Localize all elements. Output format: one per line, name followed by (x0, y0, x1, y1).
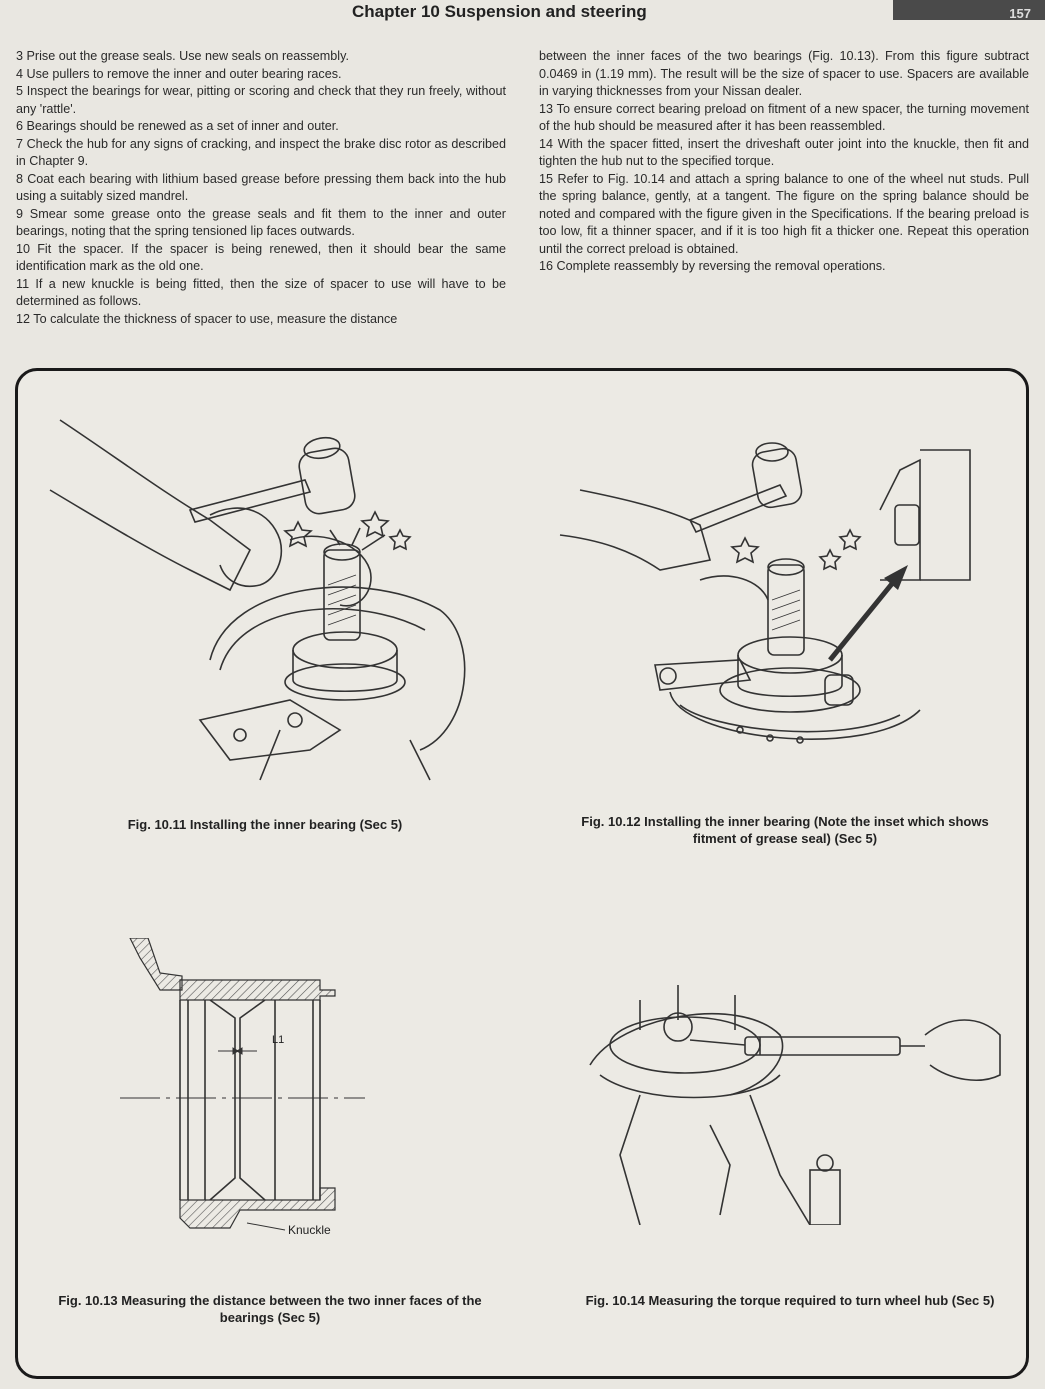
fig-10-11-illustration (40, 400, 510, 800)
paragraph-12-cont: between the inner faces of the two bearings (Fig. 10.13). From this figure subtract 0.0469 in (1.19 mm). The result will be the size of spacer to use. Spacers are available in varying thicknesses from your Nissan dealer. (539, 49, 1029, 98)
paragraph-14: 14 With the spacer fitted, insert the driveshaft outer joint into the knuckle, then fit and tighten the hub nut to the specified torque. (539, 136, 1029, 168)
paragraph-6: 6 Bearings should be renewed as a set of inner and outer. (16, 119, 339, 133)
paragraph-9: 9 Smear some grease onto the grease seals and fit them to the inner and outer bearings, noting that the spring tensioned lip faces outwards. (16, 206, 506, 238)
fig-10-12-caption: Fig. 10.12 Installing the inner bearing (Note the inset which shows fitment of grease seal) (Sec 5) (581, 814, 989, 846)
fig-10-12-illustration (540, 430, 1010, 810)
chapter-title: Chapter 10 Suspension and steering (352, 2, 647, 21)
fig-10-14-illustration (580, 975, 1010, 1225)
paragraph-16: 16 Complete reassembly by reversing the removal operations. (539, 259, 886, 273)
paragraph-7: 7 Check the hub for any signs of cracking, and inspect the brake disc rotor as described in Chapter 9. (16, 136, 506, 168)
page-number: 157 (893, 0, 1045, 20)
paragraph-5: 5 Inspect the bearings for wear, pitting or scoring and check that they run freely, without any 'rattle'. (16, 84, 506, 116)
fig-10-11-caption: Fig. 10.11 Installing the inner bearing (Sec 5) (127, 817, 403, 832)
fig-10-13-caption: Fig. 10.13 Measuring the distance between the two inner faces of the bearings (Sec 5) (58, 1293, 482, 1325)
paragraph-13: 13 To ensure correct bearing preload on fitment of a new spacer, the turning movement of the hub should be measured after it has been reassembled. (539, 101, 1029, 133)
right-text-column (539, 48, 1029, 276)
paragraph-3: 3 Prise out the grease seals. Use new seals on reassembly. (16, 49, 349, 63)
paragraph-4: 4 Use pullers to remove the inner and outer bearing races. (16, 66, 342, 81)
left-text-column (16, 48, 506, 328)
paragraph-11: 11 If a new knuckle is being fitted, then the size of spacer to use will have to be determined as follows. (16, 276, 506, 308)
knuckle-label: Knuckle (288, 1223, 331, 1237)
paragraph-8: 8 Coat each bearing with lithium based grease before pressing them back into the hub using a suitably sized mandrel. (16, 171, 506, 203)
fig-10-14-caption: Fig. 10.14 Measuring the torque required to turn wheel hub (Sec 5) (585, 1293, 995, 1308)
paragraph-12: 12 To calculate the thickness of spacer to use, measure the distance (16, 311, 398, 326)
l1-label: L1 (272, 1034, 285, 1046)
fig-10-13-illustration (120, 938, 370, 1243)
paragraph-10: 10 Fit the spacer. If the spacer is being renewed, then it should bear the same identification mark as the old one. (16, 241, 506, 273)
paragraph-15: 15 Refer to Fig. 10.14 and attach a spring balance to one of the wheel nut studs. Pull the spring balance, gently, at a tangent. The figure on the spring balance should be noted and compared with the figure given in the Specifications. If the bearing preload is too low, fit a thinner spacer, and if it is too high fit a thicker one. Repeat this operation until the correct preload is obtained. (539, 171, 1029, 256)
